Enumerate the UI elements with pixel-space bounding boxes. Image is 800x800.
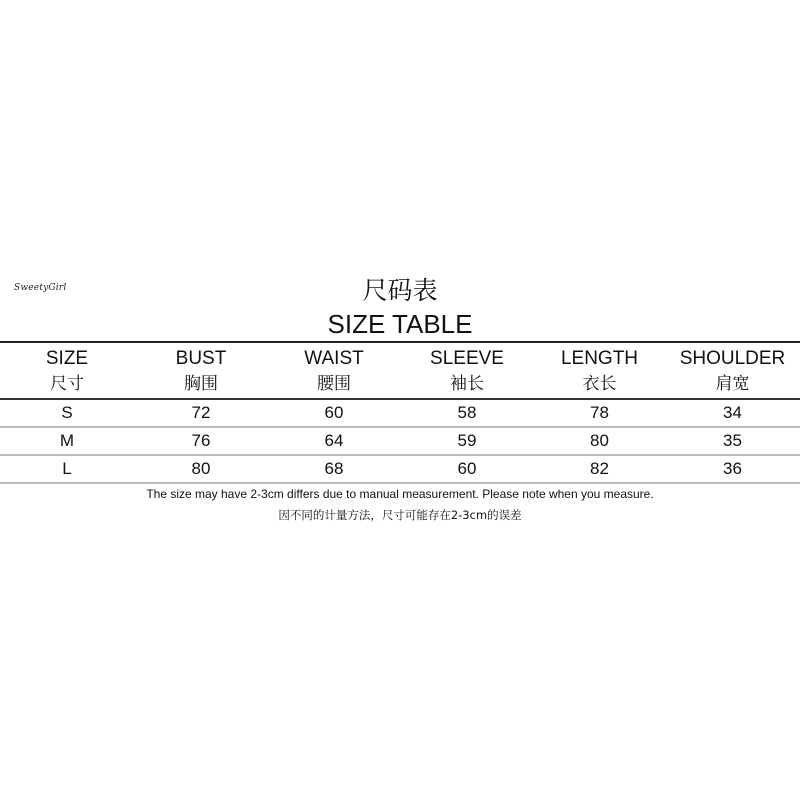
cell-sleeve: 58	[400, 399, 534, 427]
header-label-chinese: 肩宽	[715, 373, 750, 394]
size-table	[0, 341, 800, 484]
cell-bust: 72	[134, 399, 268, 427]
cell-sleeve: 60	[400, 455, 534, 483]
cell-size: S	[0, 399, 134, 427]
cell-waist: 60	[268, 399, 400, 427]
table-row	[0, 399, 800, 427]
header-label-chinese: 腰围	[317, 373, 351, 394]
cell-size: M	[0, 427, 134, 455]
header-label: SHOULDER	[679, 347, 786, 369]
header-cell-length	[534, 342, 665, 399]
cell-waist: 68	[268, 455, 400, 483]
header-label: SIZE	[45, 347, 89, 369]
header-label-chinese: 尺寸	[50, 373, 84, 394]
brand-logo-text: SweetyGirl	[14, 283, 67, 293]
table-row	[0, 427, 800, 455]
cell-length: 82	[534, 455, 665, 483]
header-label: LENGTH	[560, 347, 639, 369]
measurement-note: The size may have 2-3cm differs due to manual measurement. Please note when you measure.	[146, 487, 654, 501]
cell-shoulder: 34	[665, 399, 800, 427]
cell-sleeve: 59	[400, 427, 534, 455]
measurement-note-chinese: 因不同的计量方法，尺寸可能存在2-3cm的误差	[278, 508, 522, 522]
header-label: SLEEVE	[430, 347, 504, 369]
header-label-chinese: 袖长	[450, 373, 484, 394]
cell-bust: 80	[134, 455, 268, 483]
header-label: BUST	[175, 347, 227, 369]
header-cell-waist	[268, 342, 400, 399]
cell-length: 78	[534, 399, 665, 427]
table-row	[0, 455, 800, 483]
header-cell-sleeve	[400, 342, 534, 399]
page-title: SIZE TABLE	[327, 309, 473, 339]
header-label-chinese: 衣长	[582, 373, 617, 394]
cell-length: 80	[534, 427, 665, 455]
header-cell-shoulder	[665, 342, 800, 399]
header-label: WAIST	[304, 347, 364, 369]
cell-shoulder: 36	[665, 455, 800, 483]
cell-size: L	[0, 455, 134, 483]
header-label-chinese: 胸围	[184, 373, 218, 394]
cell-bust: 76	[134, 427, 268, 455]
cell-waist: 64	[268, 427, 400, 455]
header-cell-size	[0, 342, 134, 399]
page-title-chinese: 尺码表	[362, 276, 438, 305]
cell-shoulder: 35	[665, 427, 800, 455]
header-cell-bust	[134, 342, 268, 399]
table-header-row	[0, 342, 800, 399]
